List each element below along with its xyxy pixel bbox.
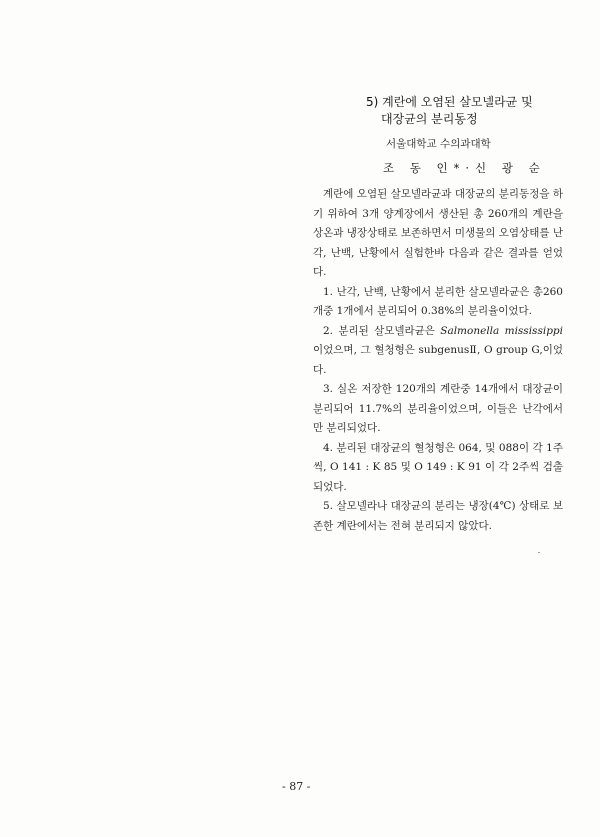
result-item-3: 3. 실온 저장한 120개의 계란중 14개에서 대장균이 분리되어 11.7%의 분리율이었으며, 이들은 난각에서만 분리되었다. xyxy=(313,383,563,434)
scan-speck xyxy=(538,552,540,553)
abstract-body xyxy=(313,185,563,536)
result-item-1: 1. 난각, 난백, 난황에서 분리한 살모넬라균은 총260개중 1개에서 분리되어 0.38%의 분리율이었다. xyxy=(313,285,563,317)
result-item-2: 2. 분리된 살모넬라균은 Salmonella mississippi이었으며, 그 혈청형은 subgenusⅡ, O group G,이었다. xyxy=(313,324,563,376)
affiliation: 서울대학교 수의과대학 xyxy=(386,138,491,150)
article-title xyxy=(366,94,586,128)
abstract-intro-paragraph: 계란에 오염된 살모넬라균과 대장균의 분리동정을 하기 위하여 3개 양계장에서 생산된 총 260개의 계란을 상온과 냉장상태로 보존하면서 미생물의 오염상태를 난각, 난백, 난황에서 실험한바 다음과 같은 결과를 얻었다. xyxy=(313,188,563,278)
species-name: Salmonella mississippi xyxy=(440,324,563,337)
authors: 조 동 인*·신 광 순 xyxy=(383,161,546,175)
article-title-line-2: 대장균의 분리동정 xyxy=(381,112,478,126)
result-item-4: 4. 분리된 대장균의 혈청형은 064, 및 088이 각 1주씩, O 141 : K 85 및 O 149 : K 91 이 각 2주씩 검출되었다. xyxy=(313,441,563,493)
article-title-line-1: 5) 계란에 오염된 살모넬라균 및 xyxy=(366,95,533,109)
page-number: - 87 - xyxy=(282,780,311,793)
result-item-5: 5. 살모넬라나 대장균의 분리는 냉장(4℃) 상태로 보존한 계란에서는 전혀 분리되지 않았다. xyxy=(313,500,563,532)
